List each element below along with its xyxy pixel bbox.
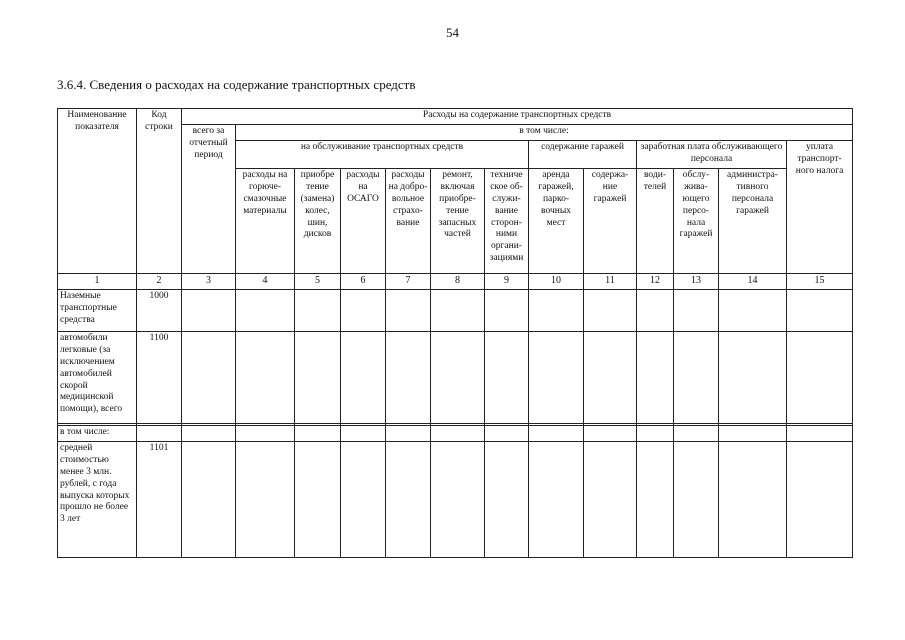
header-tires: приобре тение (замена) колес, шин, дисков	[295, 169, 341, 274]
value-cell[interactable]	[529, 426, 584, 442]
value-cell[interactable]	[719, 426, 787, 442]
value-cell[interactable]	[485, 442, 529, 558]
header-total: всего за отчетный период	[182, 125, 236, 274]
row-code: 1101	[137, 442, 182, 558]
value-cell[interactable]	[674, 442, 719, 558]
column-number: 8	[431, 274, 485, 290]
value-cell[interactable]	[787, 332, 853, 424]
column-number: 3	[182, 274, 236, 290]
header-voluntary: расходы на добро-вольное страхо-вание	[386, 169, 431, 274]
expenses-table	[57, 108, 853, 558]
value-cell[interactable]	[341, 332, 386, 424]
header-garage-maint: содержа-ние гаражей	[584, 169, 637, 274]
header-admin-staff: администра-тивного персонала гаражей	[719, 169, 787, 274]
column-number: 4	[236, 274, 295, 290]
value-cell[interactable]	[236, 442, 295, 558]
column-number: 5	[295, 274, 341, 290]
header-rent: аренда гаражей, парко-вочных мест	[529, 169, 584, 274]
value-cell[interactable]	[637, 290, 674, 332]
column-number: 13	[674, 274, 719, 290]
value-cell[interactable]	[182, 332, 236, 424]
header-tax: уплата транспорт-ного налога	[787, 141, 853, 274]
header-fuel: расходы на горюче-смазочные материалы	[236, 169, 295, 274]
column-number: 9	[485, 274, 529, 290]
row-code: 1100	[137, 332, 182, 424]
value-cell[interactable]	[787, 426, 853, 442]
table-row	[58, 332, 853, 424]
value-cell[interactable]	[386, 290, 431, 332]
header-name: Наименование показателя	[58, 109, 137, 274]
value-cell[interactable]	[529, 332, 584, 424]
value-cell[interactable]	[637, 442, 674, 558]
column-number: 15	[787, 274, 853, 290]
value-cell[interactable]	[236, 332, 295, 424]
value-cell[interactable]	[295, 290, 341, 332]
value-cell[interactable]	[637, 426, 674, 442]
column-number: 2	[137, 274, 182, 290]
row-name: в том числе:	[58, 426, 137, 442]
header-code: Код строки	[137, 109, 182, 274]
value-cell[interactable]	[787, 442, 853, 558]
value-cell[interactable]	[787, 290, 853, 332]
value-cell[interactable]	[386, 442, 431, 558]
value-cell[interactable]	[674, 426, 719, 442]
header-salary-group: заработная плата обслуживающего персонала	[637, 141, 787, 169]
table-row	[58, 290, 853, 332]
column-number: 12	[637, 274, 674, 290]
page-number: 54	[446, 25, 459, 40]
value-cell[interactable]	[431, 290, 485, 332]
value-cell[interactable]	[529, 290, 584, 332]
value-cell[interactable]	[529, 442, 584, 558]
value-cell[interactable]	[674, 290, 719, 332]
row-name: средней стоимостью менее 3 млн. рублей, с года выпуска которых прошло не более 3 лет	[58, 442, 137, 558]
row-name: Наземные транспортные средства	[58, 290, 137, 332]
value-cell[interactable]	[637, 332, 674, 424]
column-number-row	[58, 274, 853, 290]
value-cell[interactable]	[182, 442, 236, 558]
header-service-staff: обслу-жива-ющего персо-нала гаражей	[674, 169, 719, 274]
value-cell[interactable]	[386, 426, 431, 442]
header-osago: расходы на ОСАГО	[341, 169, 386, 274]
value-cell[interactable]	[295, 442, 341, 558]
value-cell[interactable]	[485, 332, 529, 424]
value-cell[interactable]	[182, 426, 236, 442]
value-cell[interactable]	[386, 332, 431, 424]
column-number: 1	[58, 274, 137, 290]
value-cell[interactable]	[295, 426, 341, 442]
column-number: 6	[341, 274, 386, 290]
header-repair: ремонт, включая приобре-тение запасных частей	[431, 169, 485, 274]
table-row	[58, 426, 853, 442]
table-row	[58, 442, 853, 558]
row-code	[137, 426, 182, 442]
header-service-group: на обслуживание транспортных средств	[236, 141, 529, 169]
header-garage-group: содержание гаражей	[529, 141, 637, 169]
column-number: 11	[584, 274, 637, 290]
value-cell[interactable]	[485, 290, 529, 332]
value-cell[interactable]	[584, 290, 637, 332]
value-cell[interactable]	[182, 290, 236, 332]
value-cell[interactable]	[674, 332, 719, 424]
value-cell[interactable]	[584, 332, 637, 424]
column-number: 7	[386, 274, 431, 290]
row-code: 1000	[137, 290, 182, 332]
column-number: 10	[529, 274, 584, 290]
value-cell[interactable]	[584, 426, 637, 442]
value-cell[interactable]	[584, 442, 637, 558]
column-number: 14	[719, 274, 787, 290]
value-cell[interactable]	[236, 426, 295, 442]
header-technical: техниче ское об-служи-вание сторон-ними органи-зациями	[485, 169, 529, 274]
header-drivers: води-телей	[637, 169, 674, 274]
header-expenses-group: Расходы на содержание транспортных средств	[182, 109, 853, 125]
value-cell[interactable]	[719, 442, 787, 558]
value-cell[interactable]	[431, 426, 485, 442]
value-cell[interactable]	[341, 290, 386, 332]
header-including: в том числе:	[236, 125, 853, 141]
value-cell[interactable]	[341, 426, 386, 442]
value-cell[interactable]	[295, 332, 341, 424]
row-name: автомобили легковые (за исключением автомобилей скорой медицинской помощи), всего	[58, 332, 137, 424]
value-cell[interactable]	[236, 290, 295, 332]
section-title: 3.6.4. Сведения о расходах на содержание транспортных средств	[57, 77, 416, 92]
value-cell[interactable]	[719, 290, 787, 332]
value-cell[interactable]	[341, 442, 386, 558]
value-cell[interactable]	[431, 442, 485, 558]
value-cell[interactable]	[485, 426, 529, 442]
value-cell[interactable]	[431, 332, 485, 424]
value-cell[interactable]	[719, 332, 787, 424]
